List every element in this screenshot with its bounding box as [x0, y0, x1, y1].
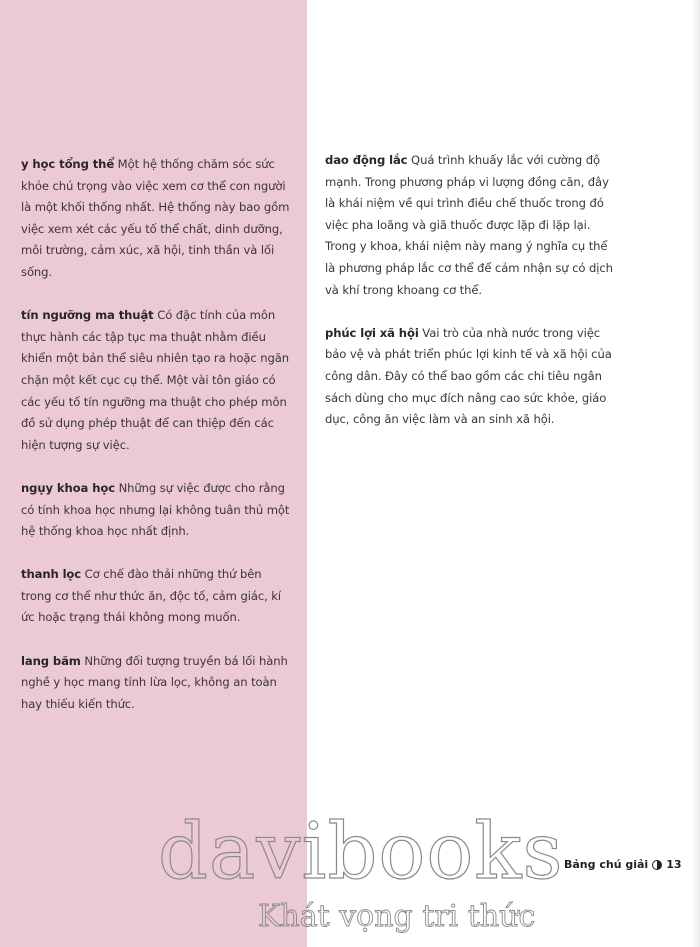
glossary-term: phúc lợi xã hội	[325, 325, 419, 340]
glossary-entry	[21, 478, 295, 543]
glossary-term: thanh lọc	[21, 567, 82, 582]
glossary-right-column	[325, 150, 620, 431]
glossary-term: ngụy khoa học	[21, 480, 115, 495]
glossary-definition: Những đối tượng truyền bá lối hành nghề y học mang tính lừa lọc, không an toàn hay thiếu kiến thức.	[21, 653, 288, 711]
glossary-term: dao động lắc	[325, 153, 408, 167]
glossary-entry	[21, 154, 295, 284]
page-edge-shadow	[692, 0, 700, 947]
glossary-entry	[21, 305, 295, 456]
glossary-entry	[21, 651, 295, 716]
glossary-entry	[325, 150, 620, 301]
glossary-definition: Một hệ thống chăm sóc sức khỏe chú trọng vào việc xem cơ thể con người là một khối thống nhất. Hệ thống này bao gồm việc xem xét các yếu tố thể chất, dinh dưỡng, môi trường, cảm xúc, xã hội, tinh thần và lối sống.	[21, 157, 290, 279]
glossary-term: tín ngưỡng ma thuật	[21, 308, 154, 323]
page-number: 13	[666, 858, 682, 871]
watermark-slogan: Khát vọng tri thức	[258, 899, 536, 934]
glossary-definition: Quá trình khuấy lắc với cường độ mạnh. Trong phương pháp vi lượng đồng căn, đây là khái niệm về qui trình điều chế thuốc trong đó việc pha loãng và giã thuốc được lặp đi lặp lại. Trong y khoa, khái niệm này mang ý nghĩa cụ thể là phương pháp lắc cơ thể để cảm nhận sự có dịch và khí trong khoang cơ thể.	[325, 153, 613, 297]
glossary-left-column	[21, 154, 295, 715]
half-moon-icon	[652, 860, 662, 870]
glossary-entry	[21, 564, 295, 629]
watermark-brand: davibooks	[158, 807, 564, 897]
page-footer	[564, 858, 682, 871]
glossary-term: y học tổng thể	[21, 157, 115, 171]
section-name: Bảng chú giải	[564, 858, 649, 871]
glossary-entry	[325, 323, 620, 431]
glossary-definition: Có đặc tính của môn thực hành các tập tục ma thuật nhằm điều khiển một bản thể siêu nhiên tạo ra hoặc ngăn chặn một kết cục cụ thể. Một vài tôn giáo có các yếu tố tín ngưỡng ma thuật cho phép môn đồ sử dụng phép thuật để can thiệp đến các hiện tượng sự việc.	[21, 308, 290, 452]
glossary-definition: Cơ chế đào thải những thứ bên trong cơ thể như thức ăn, độc tố, cảm giác, kí ức hoặc trạng thái không mong muốn.	[21, 567, 282, 625]
glossary-definition: Vai trò của nhà nước trong việc bảo vệ và phát triển phúc lợi kinh tế và xã hội của công dân. Đây có thể bao gồm các chi tiêu ngân sách dùng cho mục đích nâng cao sức khỏe, giáo dục, công ăn việc làm và an sinh xã hội.	[325, 325, 612, 427]
glossary-term: lang băm	[21, 653, 81, 668]
glossary-definition: Những sự việc được cho rằng có tính khoa học nhưng lại không tuân thủ một hệ thống khoa học nhất định.	[21, 480, 290, 539]
